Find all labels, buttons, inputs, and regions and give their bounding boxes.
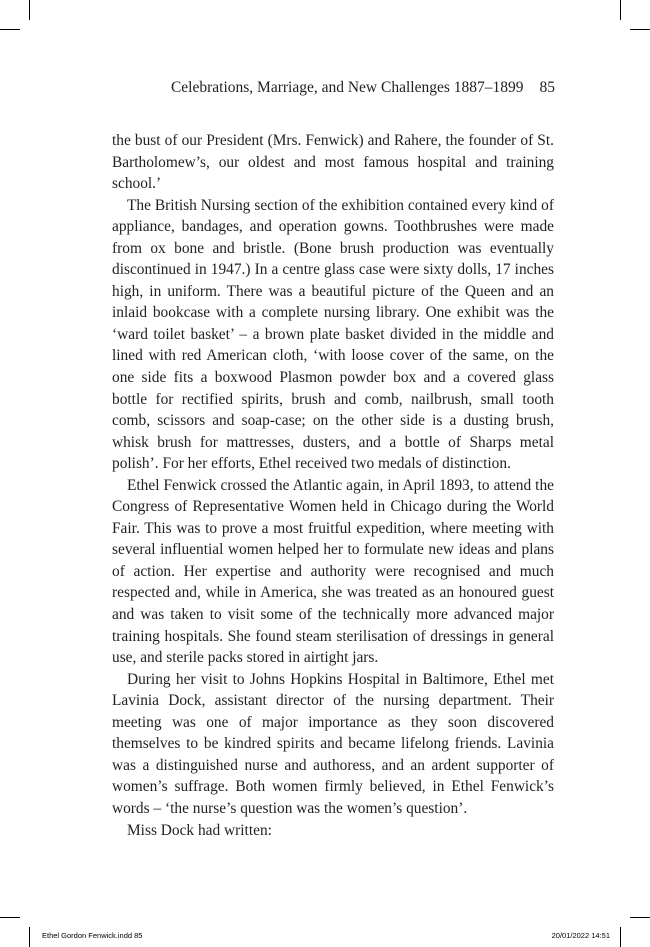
slug-file-name: Ethel Gordon Fenwick.indd 85 xyxy=(42,931,143,940)
slug-date-time: 20/01/2022 14:51 xyxy=(551,931,610,940)
crop-mark xyxy=(620,0,621,20)
crop-mark xyxy=(620,927,621,947)
crop-mark xyxy=(29,0,30,20)
running-head xyxy=(110,79,555,97)
crop-mark xyxy=(630,29,650,30)
running-title: Celebrations, Marriage, and New Challenges 1887–1899 xyxy=(170,79,524,96)
crop-mark xyxy=(630,917,650,918)
body-text xyxy=(112,130,554,841)
paragraph: Ethel Fenwick crossed the Atlantic again, in April 1893, to attend the Congress of Representative Women held in Chicago during the World Fair. This was to prove a most fruitful expedition, where meeting with several influential women helped her to formulate new ideas and plans of action. Her expertise and authority were recognised and much respected and, while in America, she was treated as an honoured guest and was taken to visit some of the technically more advanced major training hospitals. She found steam sterilisation of dressings in general use, and sterile packs stored in airtight jars. xyxy=(112,476,554,667)
paragraph: Miss Dock had written: xyxy=(127,821,272,839)
crop-mark xyxy=(0,29,20,30)
paragraph: the bust of our President (Mrs. Fenwick) and Rahere, the founder of St. Bartholomew’s, our oldest and most famous hospital and training school.’ xyxy=(112,132,554,193)
page-number: 85 xyxy=(539,79,555,96)
crop-mark xyxy=(29,927,30,947)
paragraph: During her visit to Johns Hopkins Hospital in Baltimore, Ethel met Lavinia Dock, assistant director of the nursing department. Their meeting was one of major importance as they soon discovered themselves to be kindred spirits and became lifelong friends. Lavinia was a distinguished nurse and authoress, and an ardent supporter of women’s suffrage. Both women firmly believed, in Ethel Fenwick’s words – ‘the nurse’s question was the women’s question’. xyxy=(112,670,554,817)
crop-mark xyxy=(0,917,20,918)
paragraph: The British Nursing section of the exhibition contained every kind of appliance, bandages, and operation gowns. Toothbrushes were made from ox bone and bristle. (Bone brush production was eventually discontinued in 1947.) In a centre glass case were sixty dolls, 17 inches high, in uniform. There was a beautiful picture of the Queen and an inlaid bookcase with a complete nursing library. One exhibit was the ‘ward toilet basket’ – a brown plate basket divided in the middle and lined with red American cloth, ‘with loose cover of the same, on the one side fits a boxwood Plasmon powder box and a covered glass bottle for rectified spirits, brush and comb, nailbrush, small tooth comb, scissors and soap-case; on the other side is a dusting brush, whisk brush for mattresses, dusters, and a bottle of Sharps metal polish’. For her efforts, Ethel received two medals of distinction. xyxy=(112,196,554,473)
